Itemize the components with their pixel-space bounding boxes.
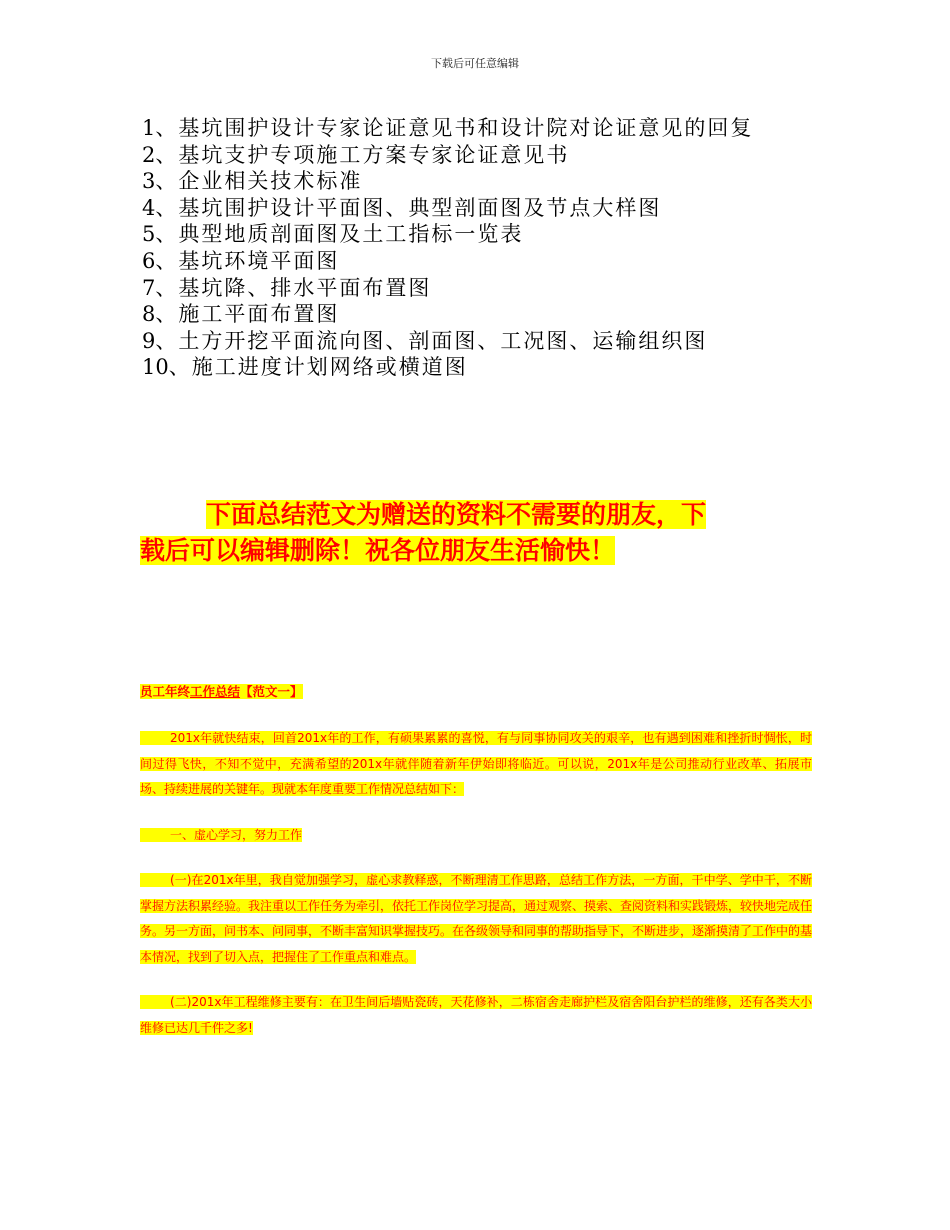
title-suffix: 【范文一】 [240, 684, 303, 699]
item-text: 、典型地质剖面图及土工指标一览表 [155, 222, 524, 247]
list-item [142, 328, 753, 355]
title-prefix: 员工年终 [140, 684, 191, 699]
paragraph [140, 868, 812, 970]
section-heading [140, 823, 812, 849]
item-text: 、施工平面布置图 [155, 302, 340, 327]
list-item [142, 301, 753, 328]
list-item [142, 221, 753, 248]
list-item [142, 195, 753, 222]
paragraph [140, 990, 812, 1041]
item-number: 1 [142, 116, 156, 140]
list-item [142, 142, 753, 169]
paragraph-text: (一)在201x年里，我自觉加强学习，虚心求教释惑，不断理清工作思路，总结工作方法，一方面，干中学、学中干，不断掌握方法积累经验。我注重以工作任务为牵引，依托工作岗位学习提高，通过观察、摸索、查阅资料和实践锻炼，较快地完成任务。另一方面，问书本、问同事，不断丰富知识掌握技巧。在各级领导和同事的帮助指导下，不断进步，逐渐摸清了工作中的基本情况，找到了切入点，把握住了工作重点和难点。 [140, 873, 813, 964]
item-text: 、基坑围护设计平面图、典型剖面图及节点大样图 [155, 195, 662, 220]
item-number: 8 [142, 302, 156, 327]
item-text: 、基坑环境平面图 [155, 248, 340, 273]
item-number: 2 [142, 142, 156, 167]
paragraph-text: (二)201x年工程维修主要有：在卫生间后墙贴瓷砖，天花修补，二栋宿舍走廊护栏及宿舍阳台护栏的维修，还有各类大小维修已达几千件之多! [140, 995, 812, 1035]
paragraph-text: 一、虚心学习，努力工作 [170, 827, 303, 842]
list-item [142, 248, 753, 275]
notice-line-1: 下面总结范文为赠送的资料不需要的朋友，下 [206, 500, 707, 529]
notice-line-2: 载后可以编辑删除！祝各位朋友生活愉快！ [140, 536, 616, 565]
list-item [142, 275, 753, 302]
item-number: 3 [142, 169, 156, 194]
summary-sample [140, 678, 812, 1041]
list-item [142, 354, 753, 381]
item-text: 、基坑支护专项施工方案专家论证意见书 [155, 142, 570, 167]
summary-title [140, 678, 812, 706]
paragraph [140, 726, 812, 803]
highlighted-notice [140, 497, 800, 569]
item-text: 、企业相关技术标准 [155, 169, 363, 194]
paragraph-text: 201x年就快结束，回首201x年的工作，有硕果累累的喜悦，有与同事协同攻关的艰辛，也有遇到困难和挫折时惆怅，时间过得飞快，不知不觉中，充满希望的201x年就伴随着新年伊始即将临近。可以说，201x年是公司推动行业改革、拓展市场、持续进展的关键年。现就本年度重要工作情况总结如下： [140, 731, 812, 796]
item-number: 4 [142, 195, 156, 220]
list-item [142, 168, 753, 195]
item-text: 、施工进度计划网络或横道图 [168, 355, 468, 380]
item-text: 、土方开挖平面流向图、剖面图、工况图、运输组织图 [155, 328, 708, 353]
item-text: 、基坑降、排水平面布置图 [155, 275, 432, 300]
item-number: 5 [142, 222, 156, 247]
item-number: 9 [142, 328, 156, 353]
attachment-list [142, 115, 753, 381]
list-item [142, 115, 753, 142]
page-header: 下载后可任意编辑 [431, 57, 519, 70]
item-text: 、基坑围护设计专家论证意见书和设计院对论证意见的回复 [155, 116, 754, 140]
item-number: 10 [142, 355, 169, 380]
item-number: 7 [142, 275, 156, 300]
title-underlined: 工作总结 [190, 684, 241, 699]
item-number: 6 [142, 248, 156, 273]
